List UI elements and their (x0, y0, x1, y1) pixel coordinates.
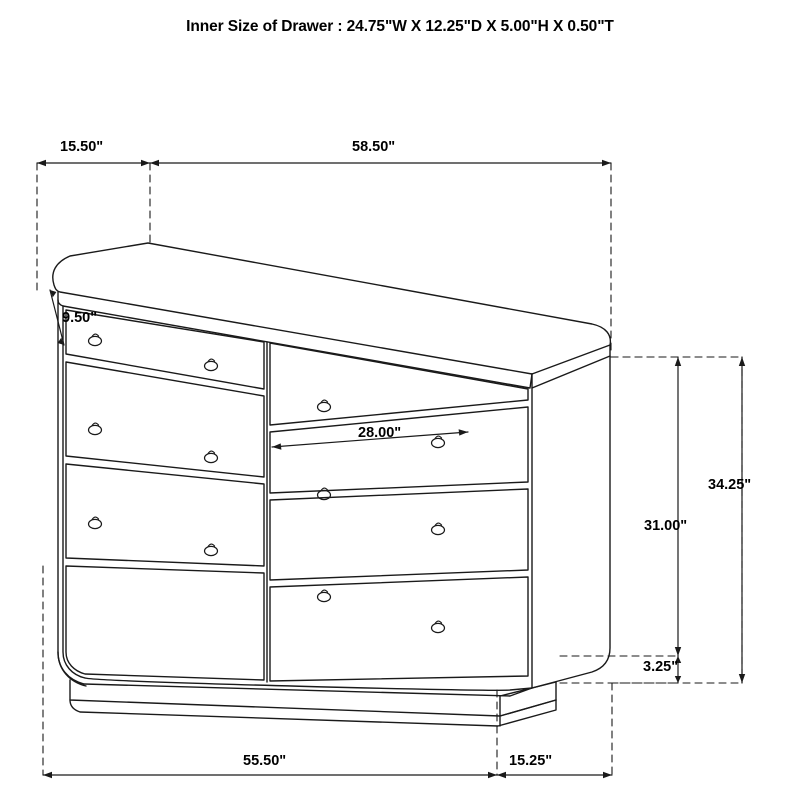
dimension-label-base-height: 3.25" (643, 659, 679, 675)
dimension-label-base-width: 55.50" (243, 753, 287, 769)
dresser-body (53, 243, 611, 726)
dimension-label-drawer-height: 9.50" (62, 310, 98, 326)
page-title: Inner Size of Drawer : 24.75"W X 12.25"D X 5.00"H X 0.50"T (186, 18, 614, 35)
dimension-label-base-depth: 15.25" (509, 753, 553, 769)
dimension-label-total-height: 34.25" (708, 477, 752, 493)
dimension-label-top-width: 58.50" (352, 139, 396, 155)
dimension-label-top-depth: 15.50" (60, 139, 104, 155)
extension-lines (37, 163, 742, 775)
dimension-label-case-height: 31.00" (644, 518, 688, 534)
dimension-label-drawer-width: 28.00" (358, 425, 402, 441)
